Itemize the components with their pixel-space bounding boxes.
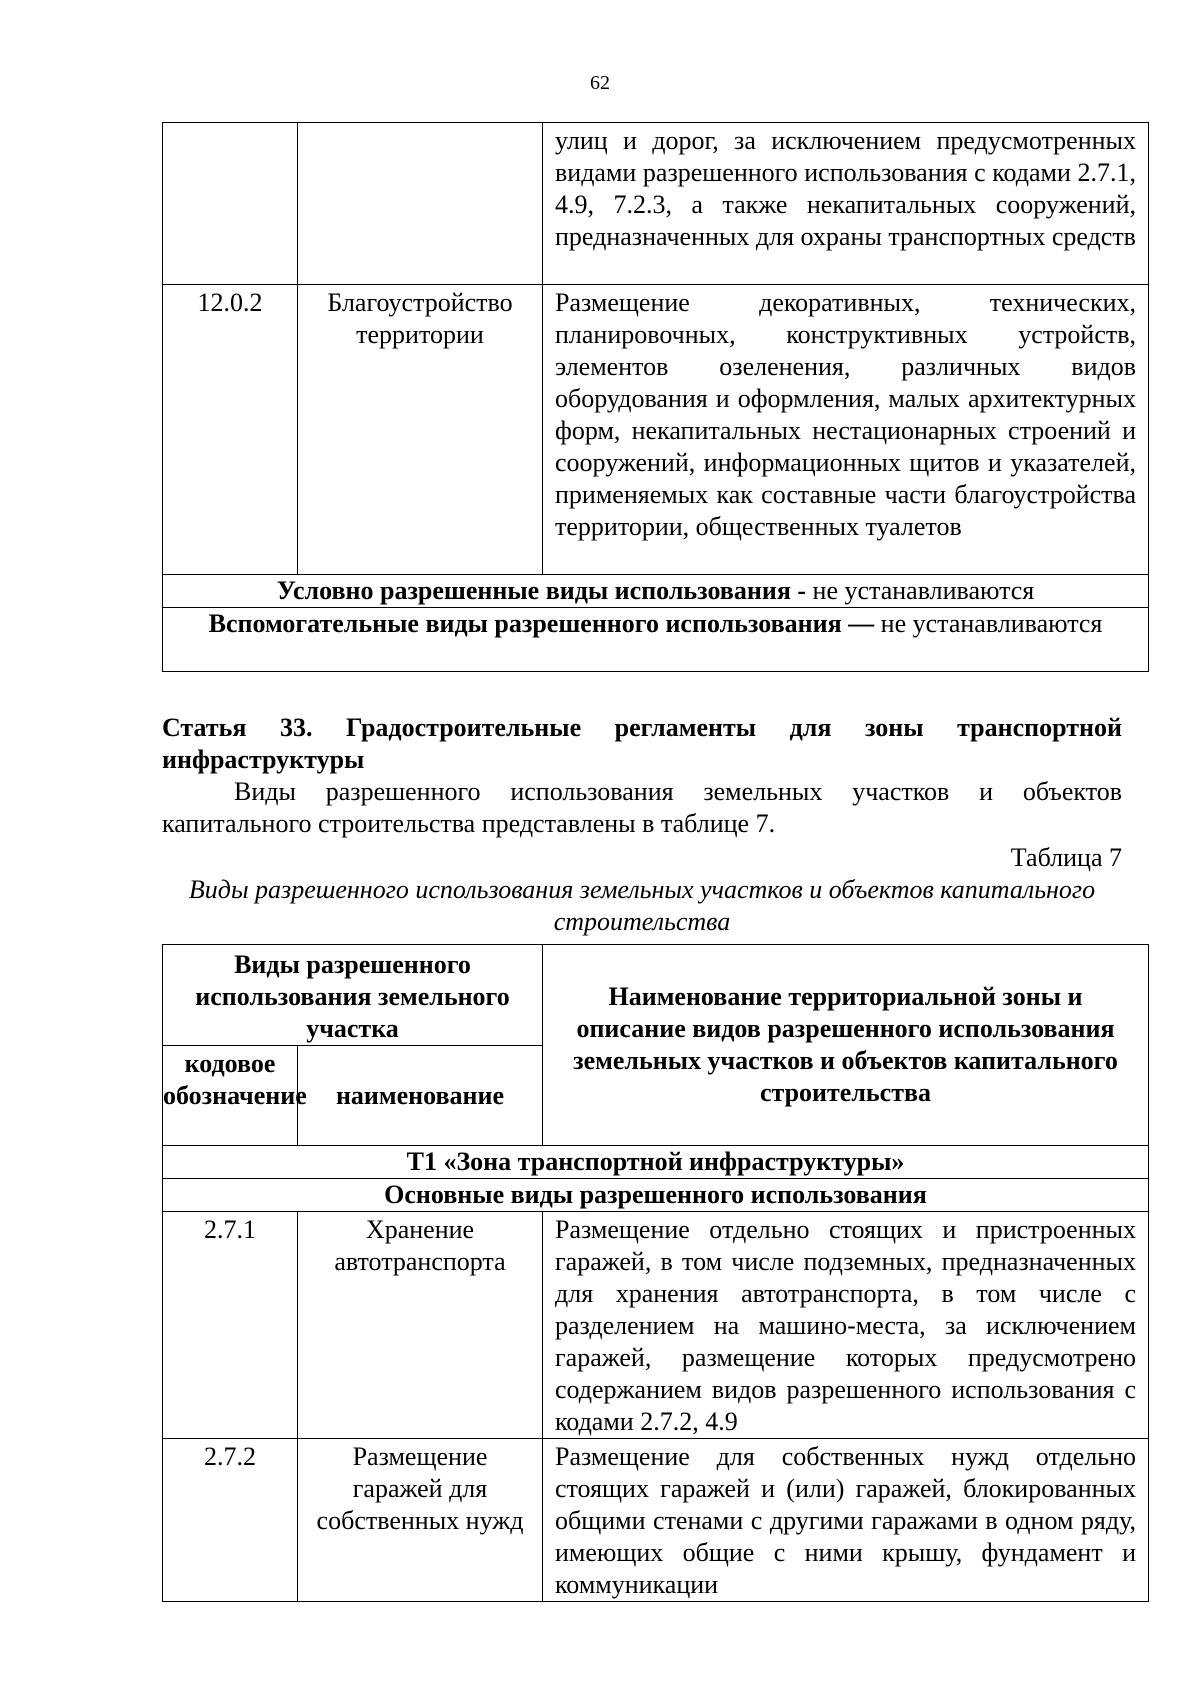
code-cell xyxy=(163,123,298,285)
table-row xyxy=(163,285,1149,575)
table-row xyxy=(163,575,1149,608)
description-cell: Размещение отдельно стоящих и пристроенных гаражей, в том числе подземных, предназначенных для хранения автотранспорта, в том числе с разделением на машино-места, за исключением гаражей, размещение которых предусмотрено содержанием видов разрешенного использования с кодами 2.7.2, 4.9 xyxy=(543,1212,1149,1439)
code-cell: 12.0.2 xyxy=(163,285,298,575)
table-row xyxy=(163,608,1149,672)
conditional-uses-row xyxy=(163,575,1149,608)
header-description-cell: Наименование территориальной зоны и описание видов разрешенного использования земельных участков и объектов капитального строительства xyxy=(543,945,1149,1146)
table-label: Таблица 7 xyxy=(1010,843,1122,872)
auxiliary-uses-label: Вспомогательные виды разрешенного использования — xyxy=(208,609,875,638)
description-cell: Размещение декоративных, технических, планировочных, конструктивных устройств, элементов озеленения, различных видов оборудования и оформления, малых архитектурных форм, некапитальных нестационарных строений и сооружений, информационных щитов и указателей, применяемых как составные части благоустройства территории, общественных туалетов xyxy=(543,285,1149,575)
header-name-cell: наименование xyxy=(298,1046,543,1146)
description-cell: Размещение для собственных нужд отдельно стоящих гаражей и (или) гаражей, блокированных общими стенами с другими гаражами в одном ряду, имеющих общие с ними крышу, фундамент и коммуникации xyxy=(543,1439,1149,1602)
table-row xyxy=(163,1439,1149,1602)
name-cell: Хранение автотранспорта xyxy=(298,1212,543,1439)
table-7 xyxy=(162,944,1149,1602)
table-row xyxy=(163,123,1149,285)
name-cell: Благоустройство территории xyxy=(298,285,543,575)
continuation-table xyxy=(162,122,1149,672)
name-cell xyxy=(298,123,543,285)
header-group-cell: Виды разрешенного использования земельного участка xyxy=(163,945,543,1046)
article-heading: Статья 33. Градостроительные регламенты для зоны транспортной инфраструктуры xyxy=(162,713,1122,774)
table-caption: Виды разрешенного использования земельных участков и объектов капитального строительства xyxy=(188,875,1096,936)
name-cell: Размещение гаражей для собственных нужд xyxy=(298,1439,543,1602)
auxiliary-uses-value: не устанавливаются xyxy=(880,609,1103,638)
table-row xyxy=(163,1179,1149,1212)
table-header-row xyxy=(163,945,1149,1046)
page-number: 62 xyxy=(590,72,610,94)
header-code-cell: кодовое обозначение xyxy=(163,1046,298,1146)
code-cell: 2.7.1 xyxy=(163,1212,298,1439)
code-cell: 2.7.2 xyxy=(163,1439,298,1602)
auxiliary-uses-row xyxy=(163,608,1149,672)
article-paragraph: Виды разрешенного использования земельных участков и объектов капитального строительства представлены в таблице 7. xyxy=(162,777,1122,838)
zone-title-row: Т1 «Зона транспортной инфраструктуры» xyxy=(163,1146,1149,1179)
main-types-row: Основные виды разрешенного использования xyxy=(163,1179,1149,1212)
conditional-uses-label: Условно разрешенные виды использования - xyxy=(276,576,807,605)
conditional-uses-value: не устанавливаются xyxy=(812,576,1035,605)
table-row xyxy=(163,1146,1149,1179)
table-row xyxy=(163,1212,1149,1439)
description-cell: улиц и дорог, за исключением предусмотренных видами разрешенного использования с кодами 2.7.1, 4.9, 7.2.3, а также некапитальных сооружений, предназначенных для охраны транспортных средств xyxy=(543,123,1149,285)
